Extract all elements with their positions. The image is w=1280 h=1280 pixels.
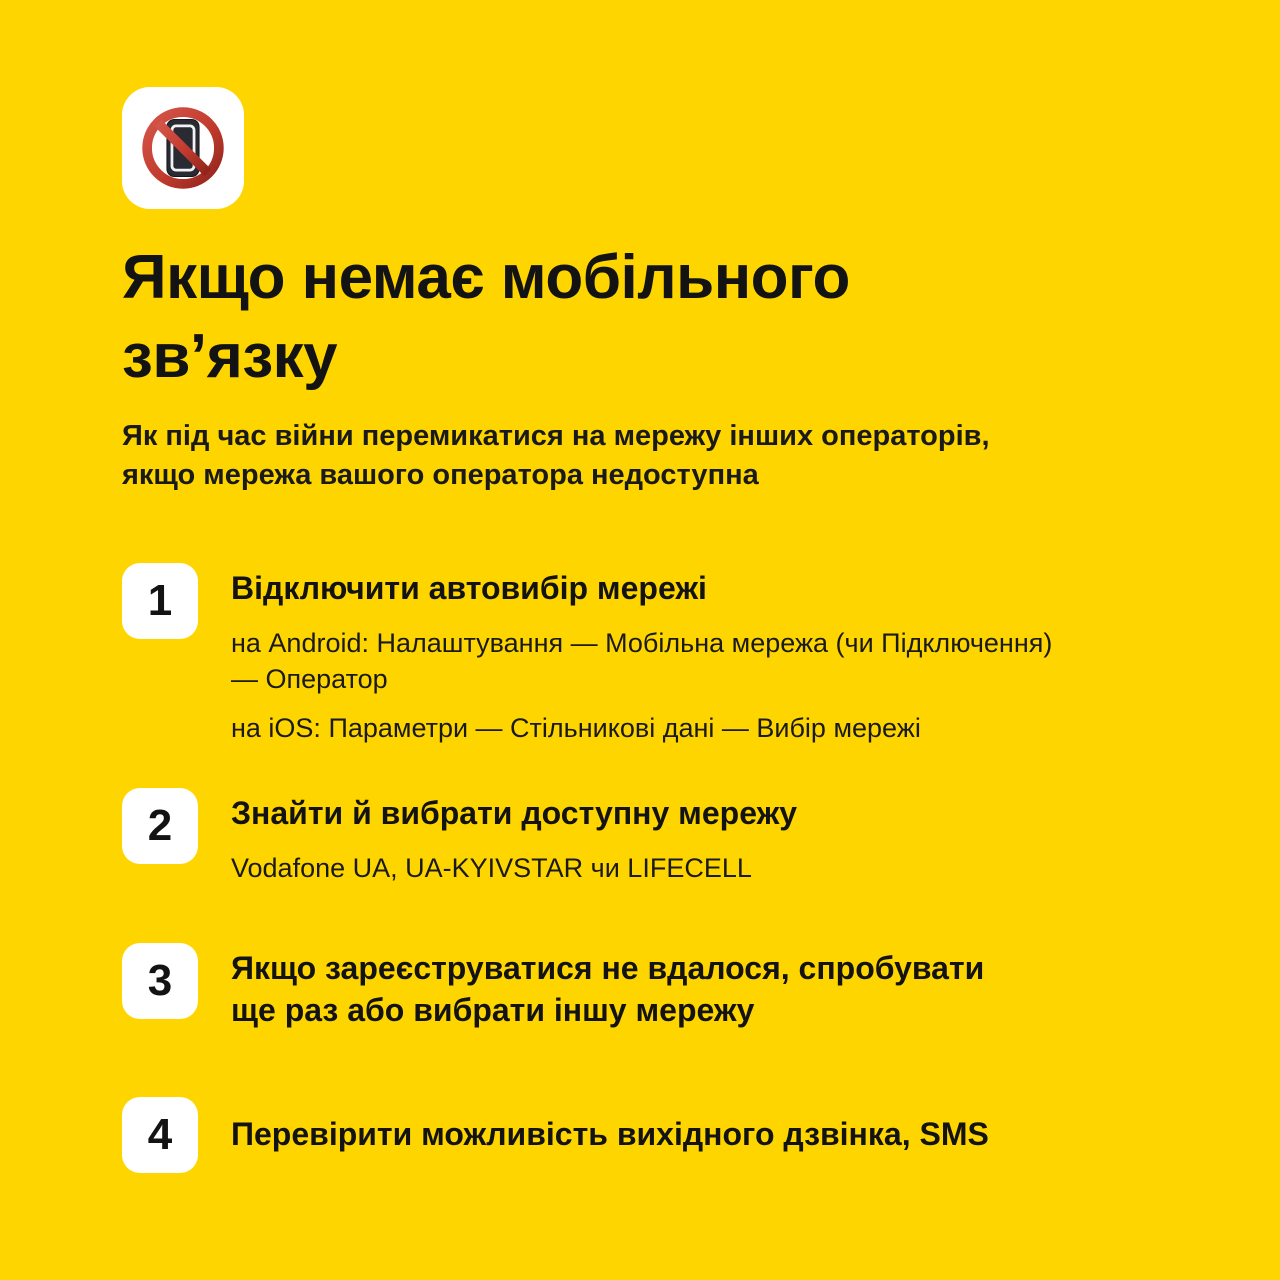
step-row-1 <box>122 563 1210 746</box>
no-mobile-phones-tile <box>122 87 244 209</box>
title-line-2: зв’язку <box>122 322 338 392</box>
step-title <box>231 1114 989 1156</box>
no-mobile-phones-icon <box>137 102 229 194</box>
subtitle-line-1: Як під час війни перемикатися на мережу інших операторів, <box>122 420 990 452</box>
step-title-line: Якщо зареєструватися не вдалося, спробувати <box>231 950 985 986</box>
step-detail-line: — Оператор <box>231 663 388 694</box>
page-title <box>122 238 1122 397</box>
step-details <box>231 850 797 886</box>
subtitle-line-2: якщо мережа вашого оператора недоступна <box>122 458 759 491</box>
step-row-3 <box>122 943 1210 1031</box>
step-detail-line: Vodafone UA, UA-KYIVSTAR чи LIFECELL <box>231 852 752 883</box>
step-content <box>231 943 984 1031</box>
step-content <box>231 563 1052 746</box>
title-line-1: Якщо немає мобільного <box>122 243 850 312</box>
step-title <box>231 568 1052 610</box>
step-details <box>231 625 1052 747</box>
step-title <box>231 793 797 835</box>
step-row-4 <box>122 1097 1210 1173</box>
page-subtitle <box>122 417 1172 494</box>
step-detail-line: на Android: Налаштування — Мобільна мережа (чи Підключення) <box>231 627 1053 658</box>
step-number-badge: 3 <box>122 943 198 1019</box>
step-number-badge: 1 <box>122 563 198 639</box>
step-detail-operators <box>231 850 797 886</box>
step-detail-android <box>231 625 1052 697</box>
step-title-line: Перевірити можливість вихідного дзвінка, SMS <box>231 1116 989 1153</box>
step-row-2 <box>122 788 1210 886</box>
step-title-line: Знайти й вибрати доступну мережу <box>231 795 798 831</box>
step-title <box>231 948 984 1031</box>
step-title-line: ще раз або вибрати іншу мережу <box>231 991 755 1028</box>
step-content <box>231 788 797 886</box>
step-detail-ios <box>231 710 1052 746</box>
step-detail-line: на iOS: Параметри — Стільникові дані — Вибір мережі <box>231 712 921 743</box>
step-number-badge: 2 <box>122 788 198 864</box>
step-title-line: Відключити автовибір мережі <box>231 570 707 606</box>
step-number-badge: 4 <box>122 1097 198 1173</box>
step-content <box>231 1114 989 1156</box>
